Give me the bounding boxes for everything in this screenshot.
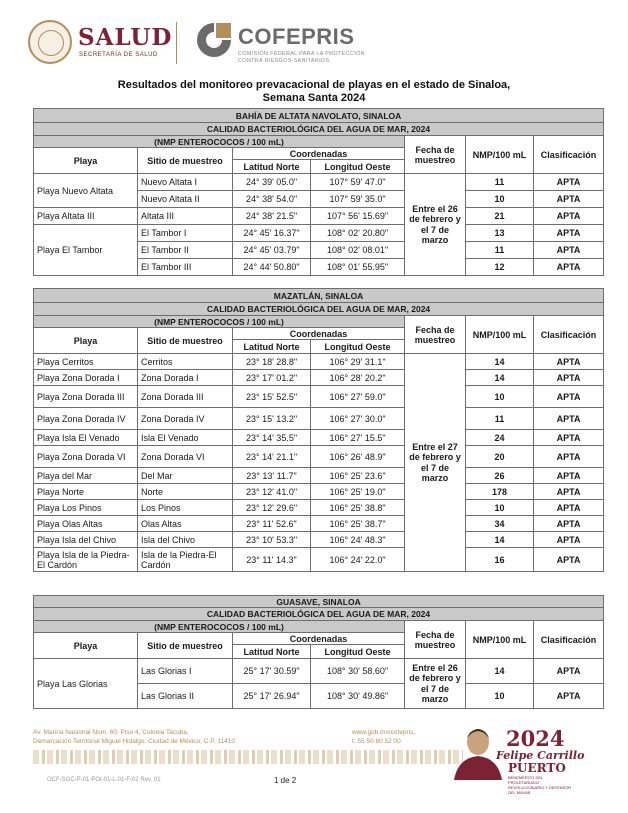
unidad-header: (NMP ENTEROCOCOS / 100 mL) xyxy=(34,621,405,633)
col-clasificacion: Clasificación xyxy=(534,621,604,659)
lat-cell: 24° 45' 16.37" xyxy=(233,225,311,242)
clasificacion-cell: APTA xyxy=(534,408,604,430)
playa-cell: Playa Zona Dorada IV xyxy=(34,408,138,430)
table-row xyxy=(34,225,604,242)
address-line-1: Av. Marina Nacional Núm. 60, Piso 4, Colonia Tacuba, xyxy=(33,729,189,736)
sitio-cell: Zona Dorada IV xyxy=(138,408,233,430)
lon-cell: 107° 56' 15.69" xyxy=(311,208,405,225)
col-clasificacion: Clasificación xyxy=(534,136,604,174)
col-nmp: NMP/100 mL xyxy=(466,136,534,174)
lon-cell: 106° 25' 38.7" xyxy=(311,516,405,532)
footer-contact xyxy=(352,728,415,746)
clasificacion-cell: APTA xyxy=(534,242,604,259)
lon-cell: 108° 02' 20.80" xyxy=(311,225,405,242)
sitio-cell: Zona Dorada III xyxy=(138,386,233,408)
table-row xyxy=(34,354,604,370)
lon-cell: 108° 30' 49.86" xyxy=(311,684,405,709)
sitio-cell: Los Pinos xyxy=(138,500,233,516)
table-row xyxy=(34,659,604,684)
nmp-cell: 11 xyxy=(466,174,534,191)
clasificacion-cell: APTA xyxy=(534,659,604,684)
lon-cell: 106° 27' 59.0" xyxy=(311,386,405,408)
sitio-cell: Altata III xyxy=(138,208,233,225)
lat-cell: 23° 18' 28.8" xyxy=(233,354,311,370)
col-coordenadas: Coordenadas xyxy=(233,148,405,160)
sitio-cell: Nuevo Altata II xyxy=(138,191,233,208)
sitio-cell: Las Glorias I xyxy=(138,659,233,684)
playa-cell: Playa Zona Dorada III xyxy=(34,386,138,408)
table-row xyxy=(34,446,604,468)
clasificacion-cell: APTA xyxy=(534,684,604,709)
playa-cell: Playa Olas Altas xyxy=(34,516,138,532)
lon-cell: 107° 59' 47.0" xyxy=(311,174,405,191)
col-latitud: Latitud Norte xyxy=(233,340,311,354)
lat-cell: 23° 14' 21.1" xyxy=(233,446,311,468)
cofepris-subtitle-1: COMISIÓN FEDERAL PARA LA PROTECCIÓN xyxy=(238,51,365,57)
clasificacion-cell: APTA xyxy=(534,354,604,370)
table-mazatlan xyxy=(33,288,604,572)
region-header: BAHÍA DE ALTATA NAVOLATO, SINALOA xyxy=(34,109,604,123)
playa-cell: Playa Las Glorias xyxy=(34,659,138,709)
clasificacion-cell: APTA xyxy=(534,484,604,500)
col-coordenadas: Coordenadas xyxy=(233,633,405,645)
sitio-cell: Isla El Venado xyxy=(138,430,233,446)
nmp-cell: 20 xyxy=(466,446,534,468)
playa-cell: Playa Norte xyxy=(34,484,138,500)
lat-cell: 24° 45' 03.79" xyxy=(233,242,311,259)
playa-cell: Playa Isla El Venado xyxy=(34,430,138,446)
table-row xyxy=(34,174,604,191)
table-row xyxy=(34,500,604,516)
col-playa: Playa xyxy=(34,148,138,174)
nmp-cell: 26 xyxy=(466,468,534,484)
website-link[interactable]: www.gob.mx/cofepris, xyxy=(352,729,416,736)
year-name-1: Felipe Carrillo xyxy=(496,749,585,762)
table-row xyxy=(34,208,604,225)
nmp-cell: 21 xyxy=(466,208,534,225)
playa-cell: Playa del Mar xyxy=(34,468,138,484)
table-row xyxy=(34,468,604,484)
nmp-cell: 10 xyxy=(466,500,534,516)
sitio-cell: Olas Altas xyxy=(138,516,233,532)
document-id: OCF-SGC-P-01-POI-01-L-01-F-02 Rev. 01 xyxy=(47,777,161,783)
nmp-cell: 14 xyxy=(466,532,534,548)
sitio-cell: Isla de la Piedra-El Cardón xyxy=(138,548,233,572)
salud-seal-logo xyxy=(28,20,72,64)
col-nmp: NMP/100 mL xyxy=(466,316,534,354)
footer-pattern xyxy=(33,750,463,764)
cofepris-icon xyxy=(194,20,234,60)
salud-logo-text: SALUD xyxy=(78,24,173,51)
clasificacion-cell: APTA xyxy=(534,259,604,276)
lat-cell: 25° 17' 30.59" xyxy=(233,659,311,684)
sitio-cell: El Tambor I xyxy=(138,225,233,242)
page-number: 1 de 2 xyxy=(274,776,297,785)
cofepris-subtitle-2: CONTRA RIESGOS SANITARIOS xyxy=(238,58,330,64)
lat-cell: 23° 14' 35.5" xyxy=(233,430,311,446)
playa-cell: Playa Isla de la Piedra-El Cardón xyxy=(34,548,138,572)
col-playa: Playa xyxy=(34,328,138,354)
nmp-cell: 14 xyxy=(466,370,534,386)
lon-cell: 106° 25' 23.6" xyxy=(311,468,405,484)
unidad-header: (NMP ENTEROCOCOS / 100 mL) xyxy=(34,136,405,148)
lat-cell: 25° 17' 26.94" xyxy=(233,684,311,709)
playa-cell: Playa Los Pinos xyxy=(34,500,138,516)
playa-cell: Playa Zona Dorada VI xyxy=(34,446,138,468)
nmp-cell: 16 xyxy=(466,548,534,572)
col-sitio: Sitio de muestreo xyxy=(138,633,233,659)
lon-cell: 106° 25' 19.0" xyxy=(311,484,405,500)
lat-cell: 23° 11' 52.6" xyxy=(233,516,311,532)
address-line-2: Demarcación Territorial Miguel Hidalgo, Ciudad de México, C.P. 11410 xyxy=(33,738,235,745)
sitio-cell: Nuevo Altata I xyxy=(138,174,233,191)
clasificacion-cell: APTA xyxy=(534,516,604,532)
clasificacion-cell: APTA xyxy=(534,468,604,484)
sitio-cell: Cerritos xyxy=(138,354,233,370)
clasificacion-cell: APTA xyxy=(534,548,604,572)
clasificacion-cell: APTA xyxy=(534,174,604,191)
lon-cell: 106° 27' 15.5" xyxy=(311,430,405,446)
fecha-cell: Entre el 27 de febrero y el 7 de marzo xyxy=(405,354,466,572)
unidad-header: (NMP ENTEROCOCOS / 100 mL) xyxy=(34,316,405,328)
lon-cell: 107° 59' 35.0" xyxy=(311,191,405,208)
clasificacion-cell: APTA xyxy=(534,500,604,516)
col-clasificacion: Clasificación xyxy=(534,316,604,354)
nmp-cell: 14 xyxy=(466,354,534,370)
col-latitud: Latitud Norte xyxy=(233,645,311,659)
lat-cell: 24° 39' 05.0" xyxy=(233,174,311,191)
lon-cell: 106° 29' 31.1" xyxy=(311,354,405,370)
clasificacion-cell: APTA xyxy=(534,208,604,225)
lon-cell: 108° 02' 08.01" xyxy=(311,242,405,259)
region-header: GUASAVE, SINALOA xyxy=(34,596,604,608)
footer-address xyxy=(33,728,235,746)
lat-cell: 23° 17' 01.2" xyxy=(233,370,311,386)
nmp-cell: 11 xyxy=(466,408,534,430)
col-longitud: Longitud Oeste xyxy=(311,160,405,174)
col-coordenadas: Coordenadas xyxy=(233,328,405,340)
col-latitud: Latitud Norte xyxy=(233,160,311,174)
calidad-header: CALIDAD BACTERIOLÓGICA DEL AGUA DE MAR, 2024 xyxy=(34,123,604,136)
sitio-cell: Zona Dorada I xyxy=(138,370,233,386)
lon-cell: 106° 27' 30.0" xyxy=(311,408,405,430)
nmp-cell: 24 xyxy=(466,430,534,446)
lon-cell: 106° 24' 22.0" xyxy=(311,548,405,572)
cofepris-logo-text: COFEPRIS xyxy=(238,24,355,49)
table-row xyxy=(34,370,604,386)
nmp-cell: 34 xyxy=(466,516,534,532)
lat-cell: 24° 38' 54.0" xyxy=(233,191,311,208)
clasificacion-cell: APTA xyxy=(534,430,604,446)
region-header: MAZATLÁN, SINALOA xyxy=(34,289,604,303)
col-nmp: NMP/100 mL xyxy=(466,621,534,659)
lon-cell: 108° 30' 58.60" xyxy=(311,659,405,684)
clasificacion-cell: APTA xyxy=(534,446,604,468)
nmp-cell: 10 xyxy=(466,386,534,408)
lat-cell: 23° 11' 14.3" xyxy=(233,548,311,572)
lat-cell: 23° 13' 11.7" xyxy=(233,468,311,484)
col-fecha: Fecha de muestreo xyxy=(405,621,466,659)
sitio-cell: El Tambor II xyxy=(138,242,233,259)
nmp-cell: 178 xyxy=(466,484,534,500)
playa-cell: Playa El Tambor xyxy=(34,225,138,276)
nmp-cell: 12 xyxy=(466,259,534,276)
nmp-cell: 10 xyxy=(466,684,534,709)
lon-cell: 106° 26' 48.9" xyxy=(311,446,405,468)
lat-cell: 24° 44' 50.80" xyxy=(233,259,311,276)
salud-subtitle: SECRETARÍA DE SALUD xyxy=(79,52,158,58)
table-row xyxy=(34,386,604,408)
playa-cell: Playa Nuevo Altata xyxy=(34,174,138,208)
lon-cell: 108° 01' 55.95" xyxy=(311,259,405,276)
clasificacion-cell: APTA xyxy=(534,370,604,386)
table-guasave xyxy=(33,595,604,709)
playa-cell: Playa Altata III xyxy=(34,208,138,225)
year-2024-logo: 2024 xyxy=(506,726,565,751)
document-title xyxy=(80,79,548,105)
clasificacion-cell: APTA xyxy=(534,225,604,242)
lat-cell: 24° 38' 21.5" xyxy=(233,208,311,225)
table-altata xyxy=(33,108,604,276)
year-name-2: PUERTO xyxy=(508,761,566,775)
sitio-cell: Isla del Chivo xyxy=(138,532,233,548)
header xyxy=(28,18,600,68)
title-line-1: Resultados del monitoreo prevacacional de playas en el estado de Sinaloa, xyxy=(117,79,511,91)
col-fecha: Fecha de muestreo xyxy=(405,316,466,354)
title-line-2: Semana Santa 2024 xyxy=(262,92,366,104)
table-row xyxy=(34,430,604,446)
playa-cell: Playa Isla del Chivo xyxy=(34,532,138,548)
col-playa: Playa xyxy=(34,633,138,659)
nmp-cell: 11 xyxy=(466,242,534,259)
clasificacion-cell: APTA xyxy=(534,191,604,208)
lat-cell: 23° 15' 52.5" xyxy=(233,386,311,408)
table-row xyxy=(34,548,604,572)
sitio-cell: Del Mar xyxy=(138,468,233,484)
nmp-cell: 10 xyxy=(466,191,534,208)
col-sitio: Sitio de muestreo xyxy=(138,148,233,174)
year-name-sub: BENEMÉRITO DEL PROLETARIADO, REVOLUCIONARIO Y DEFENSOR DEL MAYAB xyxy=(508,775,572,795)
nmp-cell: 14 xyxy=(466,659,534,684)
col-longitud: Longitud Oeste xyxy=(311,340,405,354)
nmp-cell: 13 xyxy=(466,225,534,242)
playa-cell: Playa Zona Dorada I xyxy=(34,370,138,386)
sitio-cell: Zona Dorada VI xyxy=(138,446,233,468)
col-sitio: Sitio de muestreo xyxy=(138,328,233,354)
table-row xyxy=(34,532,604,548)
calidad-header: CALIDAD BACTERIOLÓGICA DEL AGUA DE MAR, 2024 xyxy=(34,303,604,316)
sitio-cell: Las Glorias II xyxy=(138,684,233,709)
col-longitud: Longitud Oeste xyxy=(311,645,405,659)
calidad-header: CALIDAD BACTERIOLÓGICA DEL AGUA DE MAR, 2024 xyxy=(34,608,604,621)
col-fecha: Fecha de muestreo xyxy=(405,136,466,174)
phone-number: t: 55 50 80 52 00 xyxy=(352,738,401,745)
lat-cell: 23° 12' 41.0" xyxy=(233,484,311,500)
clasificacion-cell: APTA xyxy=(534,386,604,408)
table-row xyxy=(34,408,604,430)
lon-cell: 106° 25' 38.8" xyxy=(311,500,405,516)
lat-cell: 23° 10' 53.3" xyxy=(233,532,311,548)
lat-cell: 23° 12' 29.6" xyxy=(233,500,311,516)
fecha-cell: Entre el 26 de febrero y el 7 de marzo xyxy=(405,174,466,276)
table-row xyxy=(34,516,604,532)
fecha-cell: Entre el 26 de febrero y el 7 de marzo xyxy=(405,659,466,709)
playa-cell: Playa Cerritos xyxy=(34,354,138,370)
lon-cell: 106° 28' 20.2" xyxy=(311,370,405,386)
clasificacion-cell: APTA xyxy=(534,532,604,548)
logo-divider xyxy=(176,22,177,64)
sitio-cell: El Tambor III xyxy=(138,259,233,276)
table-row xyxy=(34,484,604,500)
lat-cell: 23° 15' 13.2" xyxy=(233,408,311,430)
lon-cell: 106° 24' 48.3" xyxy=(311,532,405,548)
sitio-cell: Norte xyxy=(138,484,233,500)
